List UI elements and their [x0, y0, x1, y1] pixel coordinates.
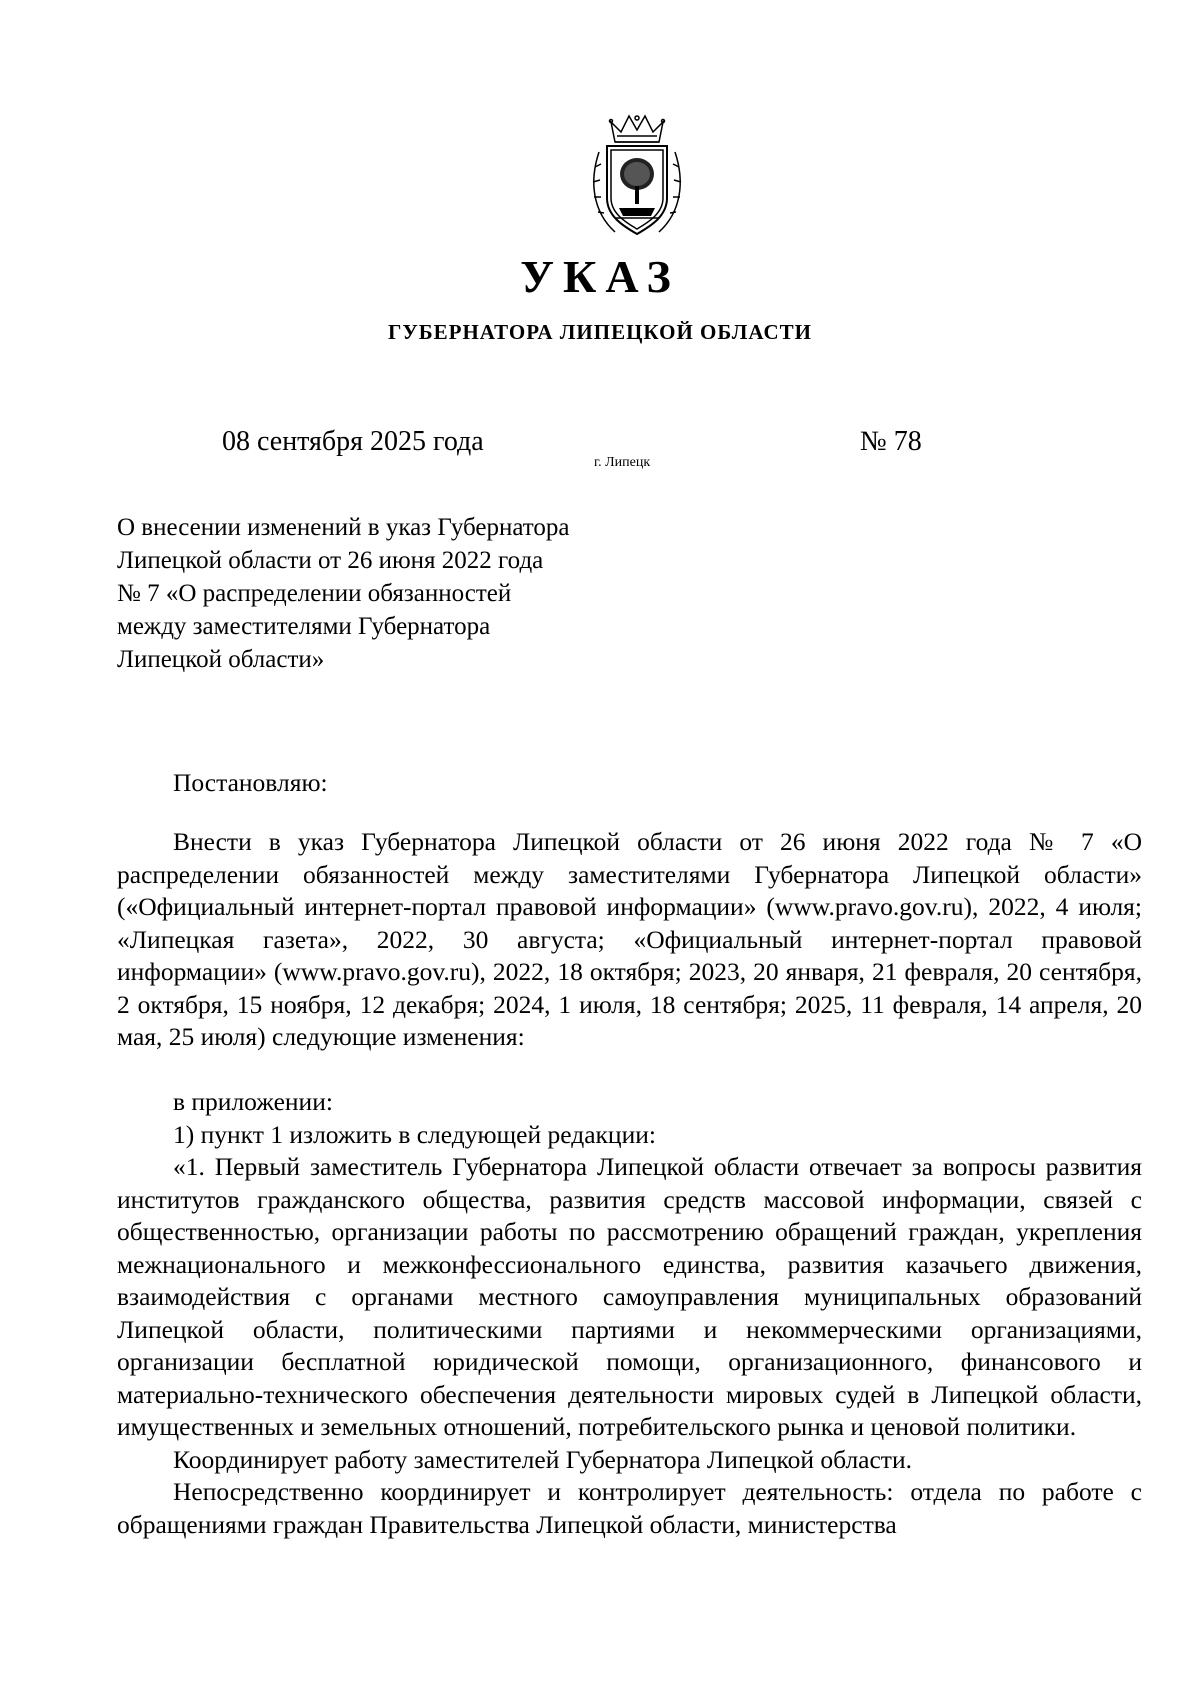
heading-line: № 7 «О распределении обязанностей — [117, 580, 512, 607]
document-title: УКАЗ — [520, 251, 680, 302]
paragraph: Координирует работу заместителей Губернатора Липецкой области. — [173, 1444, 912, 1474]
heading-line: между заместителями Губернатора — [117, 613, 491, 640]
heading-line: Липецкой области от 26 июня 2022 года — [117, 547, 544, 574]
paragraph: «1. Первый заместитель Губернатора Липецкой области отвечает за вопросы развития институтов гражданского общества, развития средств массовой информации, связей с общественностью, организации работы по рассмотрению обращений граждан, укрепления межнационального и межконфессионального единства, развития казачьего движения, взаимодействия с органами местного самоуправления муниципальных образований Липецкой области, политическими партиями и некоммерческими организациями, организации бесплатной юридической помощи, организационного, финансового и материально-технического обеспечения деятельности мировых судей в Липецкой области, имущественных и земельных отношений, потребительского рынка и ценовой политики. — [117, 1152, 1142, 1441]
decree-city: г. Липецк — [594, 455, 651, 470]
decree-heading — [117, 511, 677, 676]
paragraph: в приложении: — [173, 1087, 333, 1116]
document-subtitle: ГУБЕРНАТОРА ЛИПЕЦКОЙ ОБЛАСТИ — [387, 320, 813, 344]
decree-resolution-word — [117, 767, 1142, 800]
paragraph: 1) пункт 1 изложить в следующей редакции: — [173, 1119, 656, 1149]
lipetsk-region-coat-of-arms-icon — [585, 112, 689, 244]
heading-line: Липецкой области» — [117, 646, 325, 673]
paragraph: Непосредственно координирует и контролирует деятельность: отдела по работе с обращениями граждан Правительства Липецкой области, министерства — [117, 1477, 1142, 1539]
paragraph: Внести в указ Губернатора Липецкой области от 26 июня 2022 года № 7 «О распределении обязанностей между заместителями Губернатора Липецкой области» («Официальный интернет-портал правовой информации» (www.pravo.gov.ru), 2022, 4 июля; «Липецкая газета», 2022, 30 августа; «Официальный интернет-портал правовой информации» (www.pravo.gov.ru), 2022, 18 октября; 2023, 20 января, 21 февраля, 20 сентября, 2 октября, 15 ноября, 12 декабря; 2024, 1 июля, 18 сентября; 2025, 11 февраля, 14 апреля, 20 мая, 25 июля) следующие изменения: — [117, 827, 1142, 1051]
decree-date: 08 сентября 2025 года — [222, 426, 484, 457]
decree-intro — [117, 826, 1142, 1054]
decree-number: № 78 — [860, 426, 922, 457]
heading-line: О внесении изменений в указ Губернатора — [117, 514, 570, 541]
decree-changes — [117, 1086, 1142, 1541]
paragraph: Постановляю: — [173, 768, 328, 797]
